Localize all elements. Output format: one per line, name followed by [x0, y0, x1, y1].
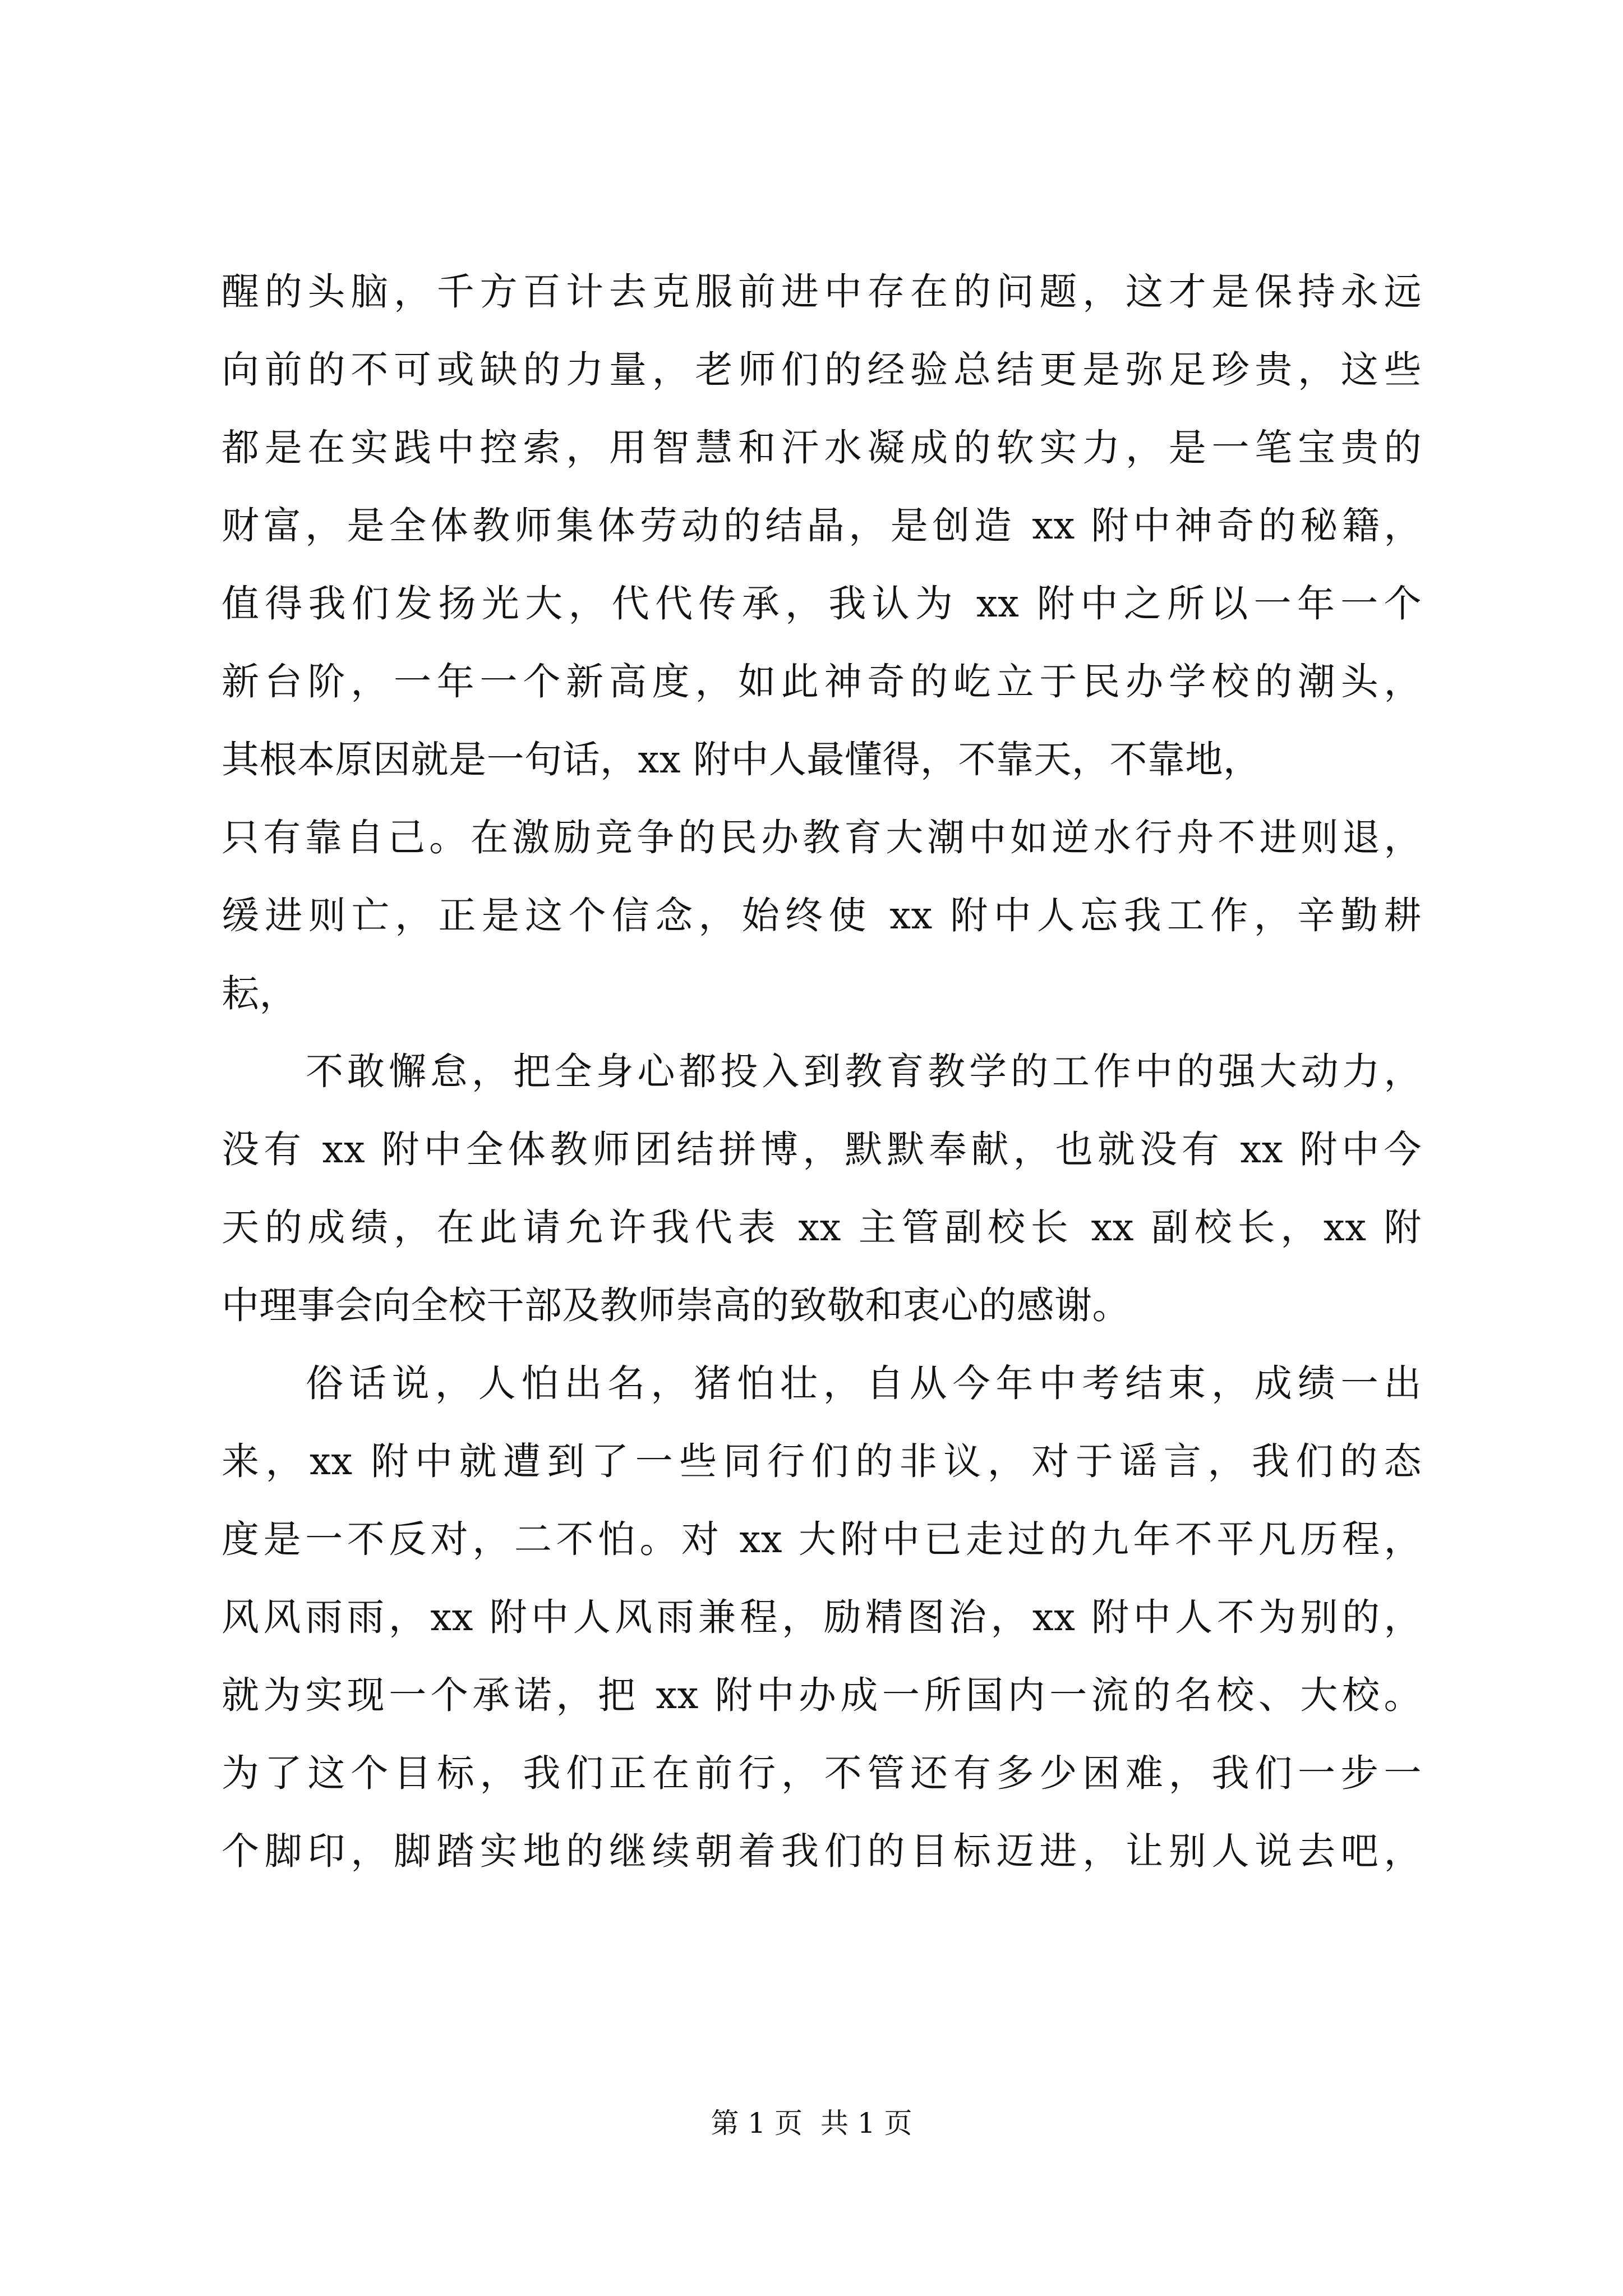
page-footer [0, 2104, 1623, 2143]
text-line: 天的成绩，在此请允许我代表 xx 主管副校长 xx 副校长，xx 附 [222, 1205, 1422, 1249]
text-line: 没有 xx 附中全体教师团结拼博，默默奉献，也就没有 xx 附中今 [222, 1128, 1422, 1171]
text-line: 中理事会向全校干部及教师崇高的致敬和衷心的感谢。 [222, 1283, 1130, 1327]
text-line: 值得我们发扬光大，代代传承，我认为 xx 附中之所以一年一个 [222, 582, 1422, 625]
text-line: 来，xx 附中就遭到了一些同行们的非议，对于谣言，我们的态 [222, 1439, 1422, 1483]
text-line: 只有靠自己。在激励竞争的民办教育大潮中如逆水行舟不进则退， [222, 816, 1422, 859]
text-line: 风风雨雨，xx 附中人风雨兼程，励精图治，xx 附中人不为别的， [222, 1595, 1422, 1639]
text-line: 新台阶，一年一个新高度，如此神奇的屹立于民办学校的潮头， [222, 660, 1422, 703]
text-line: 醒的头脑，千方百计去克服前进中存在的问题，这才是保持永远 [222, 270, 1422, 314]
paragraph-first-line: 不敢懈怠，把全身心都投入到教育教学的工作中的强大动力， [306, 1050, 1422, 1093]
text-line: 个脚印，脚踏实地的继续朝着我们的目标迈进，让别人说去吧， [222, 1829, 1422, 1873]
text-line: 耘， [222, 972, 297, 1015]
text-line: 为了这个目标，我们正在前行，不管还有多少困难，我们一步一 [222, 1751, 1422, 1795]
page-total: 共 1 页 [820, 2107, 912, 2139]
paragraph-first-line: 俗话说，人怕出名，猪怕壮，自从今年中考结束，成绩一出 [306, 1361, 1422, 1405]
text-line: 财富，是全体教师集体劳动的结晶，是创造 xx 附中神奇的秘籍， [222, 504, 1422, 547]
body-text [222, 265, 1422, 1902]
page-number: 第 1 页 [711, 2107, 803, 2139]
text-line: 度是一不反对，二不怕。对 xx 大附中已走过的九年不平凡历程， [222, 1517, 1422, 1561]
text-line: 就为实现一个承诺，把 xx 附中办成一所国内一流的名校、大校。 [222, 1673, 1422, 1717]
text-line: 其根本原因就是一句话，xx 附中人最懂得，不靠天，不靠地， [222, 738, 1261, 781]
text-line: 都是在实践中控索，用智慧和汗水凝成的软实力，是一笔宝贵的 [222, 426, 1422, 470]
text-line: 缓进则亡，正是这个信念，始终使 xx 附中人忘我工作，辛勤耕 [222, 894, 1422, 937]
text-line: 向前的不可或缺的力量，老师们的经验总结更是弥足珍贵，这些 [222, 348, 1422, 392]
